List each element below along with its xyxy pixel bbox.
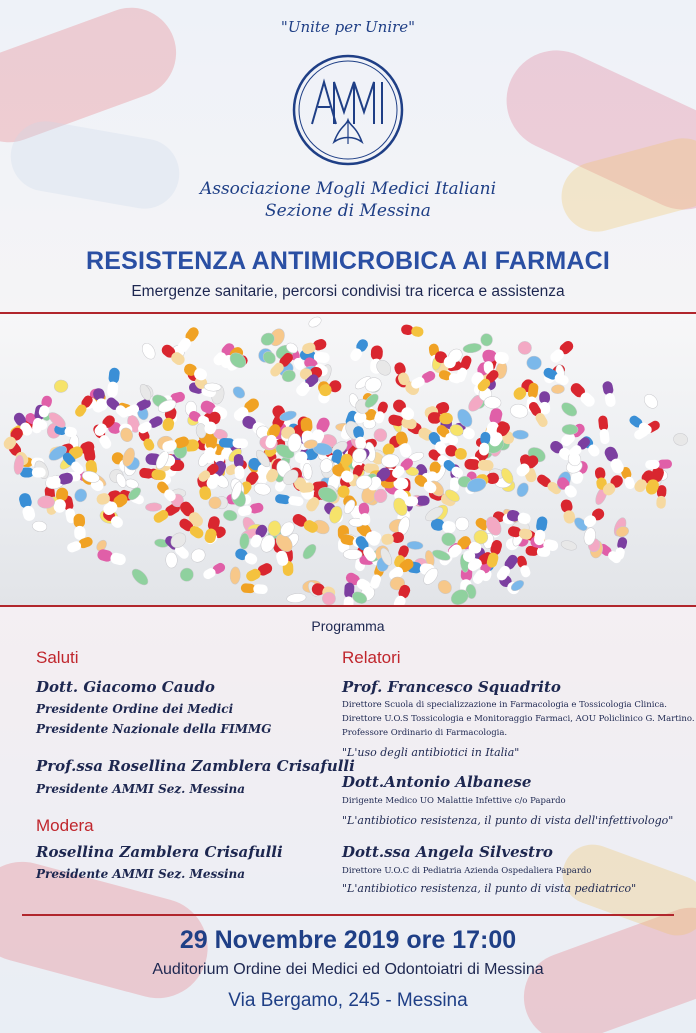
event-title: RESISTENZA ANTIMICROBICA AI FARMACI (85, 247, 611, 275)
speaker-role: Direttore U.O.C di Pediatria Azienda Ospedaliera Papardo (342, 866, 592, 876)
event-venue: Auditorium Ordine dei Medici ed Odontoiatri di Messina (152, 961, 544, 978)
association-line: Associazione Mogli Medici Italiani (199, 179, 497, 199)
event-address: Via Bergamo, 245 - Messina (228, 990, 468, 1011)
speaker-role: Professore Ordinario di Farmacologia. (342, 728, 508, 738)
ammi-logo (290, 52, 406, 168)
speaker-role: Direttore U.O.S Tossicologia e Monitoraggio Farmaci, AOU Policlinico G. Martino. (342, 714, 695, 724)
section-line: Sezione di Messina (265, 201, 431, 221)
speaker-name: Dott.Antonio Albanese (342, 773, 532, 791)
divider (22, 914, 674, 916)
pills-photo (0, 312, 696, 606)
speaker-name: Prof. Francesco Squadrito (342, 678, 561, 696)
divider (0, 605, 696, 607)
speaker-name: Prof.ssa Rosellina Zamblera Crisafulli (36, 757, 355, 775)
saluti-heading: Saluti (36, 648, 79, 667)
speaker-role: Dirigente Medico UO Malattie Infettive c/o Papardo (342, 796, 566, 806)
moderator-role: Presidente AMMI Sez. Messina (36, 867, 246, 881)
event-date: 29 Novembre 2019 ore 17:00 (179, 926, 517, 954)
relatori-heading: Relatori (342, 648, 401, 667)
association-name (0, 178, 696, 222)
motto: "Unite per Unire" (280, 18, 416, 36)
moderator-name: Rosellina Zamblera Crisafulli (36, 843, 283, 861)
talk-title: "L'antibiotico resistenza, il punto di vista dell'infettivologo" (342, 814, 674, 827)
speaker-role: Presidente Ordine dei Medici (36, 702, 234, 716)
speaker-role: Presidente AMMI Sez. Messina (36, 782, 246, 796)
speaker-role: Presidente Nazionale della FIMMG (36, 722, 272, 736)
talk-title: "L'uso degli antibiotici in Italia" (342, 746, 520, 759)
speaker-role: Direttore Scuola di specializzazione in Farmacologia e Tossicologia Clinica. (342, 700, 667, 710)
speaker-name: Dott.ssa Angela Silvestro (342, 843, 553, 861)
program-heading: Programma (311, 618, 385, 634)
speaker-name: Dott. Giacomo Caudo (36, 678, 215, 696)
modera-heading: Modera (36, 816, 94, 835)
talk-title: "L'antibiotico resistenza, il punto di vista pediatrico" (342, 882, 637, 895)
event-subtitle: Emergenze sanitarie, percorsi condivisi tra ricerca e assistenza (131, 283, 565, 300)
